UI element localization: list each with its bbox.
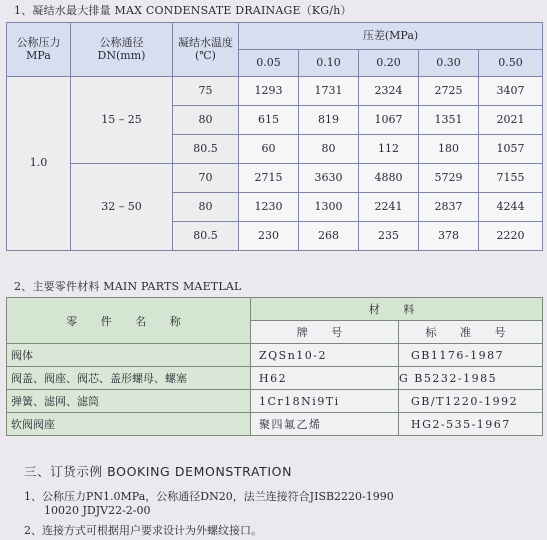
diff-col-header: 0.10 xyxy=(299,50,359,77)
table-row xyxy=(7,344,543,367)
drainage-value: 230 xyxy=(239,222,299,251)
materials-table xyxy=(6,297,543,436)
drainage-value: 2715 xyxy=(239,164,299,193)
drainage-value: 2324 xyxy=(359,77,419,106)
standard-header xyxy=(399,321,543,344)
material-grade: 1Cr18Ni9Ti xyxy=(251,390,399,413)
drainage-value: 2220 xyxy=(479,222,543,251)
section1-title: 1、凝结水最大排量 MAX CONDENSATE DRAINAGE（KG/h） xyxy=(14,4,352,17)
table-row xyxy=(7,367,543,390)
drainage-value: 378 xyxy=(419,222,479,251)
drainage-value: 615 xyxy=(239,106,299,135)
section3-title: 三、订货示例 BOOKING DEMONSTRATION xyxy=(24,464,293,479)
section2-title: 2、主要零件材料 MAIN PARTS MAETLAL xyxy=(14,280,242,293)
material-header xyxy=(251,298,543,321)
dn-header xyxy=(71,23,173,77)
table-row xyxy=(7,164,543,193)
material-header-label: 材 料 xyxy=(368,303,425,316)
drainage-value: 1230 xyxy=(239,193,299,222)
drainage-value: 60 xyxy=(239,135,299,164)
temp-header-label: 凝结水温度 xyxy=(178,35,233,49)
pressure-header-unit: MPa xyxy=(26,48,51,62)
diff-col-header: 0.05 xyxy=(239,50,299,77)
drainage-value: 1351 xyxy=(419,106,479,135)
drainage-value: 4244 xyxy=(479,193,543,222)
drainage-value: 2837 xyxy=(419,193,479,222)
part-header-label: 零 件 名 称 xyxy=(66,314,191,328)
drainage-value: 2725 xyxy=(419,77,479,106)
drainage-value: 4880 xyxy=(359,164,419,193)
drainage-value: 1057 xyxy=(479,135,543,164)
booking-line-1: 1、公称压力PN1.0MPa，公称通径DN20，法兰连接符合JISB2220-1990 xyxy=(24,490,394,503)
table-row xyxy=(7,413,543,436)
drainage-value: 2021 xyxy=(479,106,543,135)
part-name: 阀体 xyxy=(7,344,251,367)
material-standard: GB1176-1987 xyxy=(399,344,543,367)
dn-header-label: 公称通径 xyxy=(99,35,144,49)
dn-value: 15 – 25 xyxy=(71,77,173,164)
standard-header-label: 标 准 号 xyxy=(425,326,516,339)
material-standard: GB/T1220-1992 xyxy=(399,390,543,413)
temp-header xyxy=(173,23,239,77)
temp-header-unit: (℃) xyxy=(195,48,216,62)
material-standard: HG2-535-1967 xyxy=(399,413,543,436)
temp-value: 80.5 xyxy=(173,222,239,251)
drainage-value: 819 xyxy=(299,106,359,135)
dn-header-unit: DN(mm) xyxy=(97,48,146,62)
grade-header-label: 牌 号 xyxy=(296,326,353,339)
part-header xyxy=(7,298,251,344)
drainage-value: 3630 xyxy=(299,164,359,193)
drainage-value: 1731 xyxy=(299,77,359,106)
drainage-value: 1067 xyxy=(359,106,419,135)
drainage-table xyxy=(6,22,543,251)
drainage-value: 3407 xyxy=(479,77,543,106)
part-name: 阀盖、阀座、阀芯、盖形螺母、螺塞 xyxy=(7,367,251,390)
drainage-value: 268 xyxy=(299,222,359,251)
pressure-value: 1.0 xyxy=(7,77,71,251)
drainage-value: 235 xyxy=(359,222,419,251)
material-grade: ZQSn10-2 xyxy=(251,344,399,367)
temp-value: 75 xyxy=(173,77,239,106)
grade-header xyxy=(251,321,399,344)
drainage-value: 1293 xyxy=(239,77,299,106)
drainage-value: 80 xyxy=(299,135,359,164)
drainage-value: 5729 xyxy=(419,164,479,193)
drainage-value: 180 xyxy=(419,135,479,164)
temp-value: 70 xyxy=(173,164,239,193)
temp-value: 80 xyxy=(173,193,239,222)
diff-col-header: 0.30 xyxy=(419,50,479,77)
booking-line-2: 2、连接方式可根据用户要求设计为外螺纹接口。 xyxy=(24,524,262,537)
booking-line-1b: 10020 JDJV22-2-00 xyxy=(44,504,151,517)
drainage-value: 7155 xyxy=(479,164,543,193)
pressure-header-label: 公称压力 xyxy=(16,35,61,49)
drainage-value: 112 xyxy=(359,135,419,164)
temp-value: 80.5 xyxy=(173,135,239,164)
temp-value: 80 xyxy=(173,106,239,135)
diff-col-header: 0.20 xyxy=(359,50,419,77)
pressure-header xyxy=(7,23,71,77)
diff-header: 压差(MPa) xyxy=(239,23,543,50)
drainage-value: 2241 xyxy=(359,193,419,222)
material-standard: G B5232-1985 xyxy=(399,367,543,390)
part-name: 软阀阀座 xyxy=(7,413,251,436)
diff-col-header: 0.50 xyxy=(479,50,543,77)
table-row xyxy=(7,77,543,106)
material-grade: 聚四氟乙烯 xyxy=(251,413,399,436)
table-row xyxy=(7,390,543,413)
part-name: 弹簧、滤网、滤筒 xyxy=(7,390,251,413)
drainage-value: 1300 xyxy=(299,193,359,222)
dn-value: 32 – 50 xyxy=(71,164,173,251)
material-grade: H62 xyxy=(251,367,399,390)
